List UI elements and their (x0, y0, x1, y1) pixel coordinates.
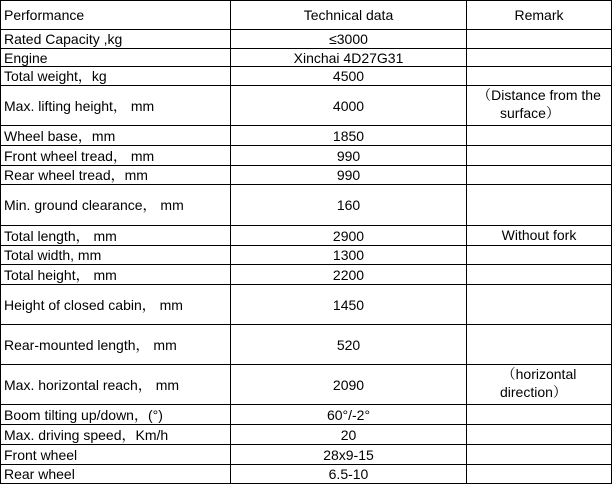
header-row (1, 1, 612, 30)
technical-cell: 60°/-2° (231, 405, 467, 425)
technical-cell: Xinchai 4D27G31 (231, 49, 467, 67)
technical-cell: 2200 (231, 265, 467, 285)
table-row (1, 325, 612, 365)
header-performance: Performance (1, 1, 231, 30)
table-row (1, 465, 612, 484)
remark-cell (467, 185, 612, 226)
technical-cell: 990 (231, 146, 467, 166)
table-row (1, 67, 612, 86)
remark-cell (467, 365, 612, 405)
performance-cell: Front wheel (1, 445, 231, 465)
remark-cell (467, 226, 612, 246)
remark-cell (467, 325, 612, 365)
table-row (1, 166, 612, 185)
performance-cell: Total width, mm (1, 246, 231, 265)
remark-cell (467, 146, 612, 166)
table-row (1, 265, 612, 285)
table-row (1, 445, 612, 465)
remark-cell (467, 86, 612, 126)
technical-cell: 4500 (231, 67, 467, 86)
table-row (1, 246, 612, 265)
performance-cell: Max. lifting height， mm (1, 86, 231, 126)
remark-cell (467, 30, 612, 49)
technical-cell: 990 (231, 166, 467, 185)
performance-cell: Total weight，kg (1, 67, 231, 86)
technical-cell: ≤3000 (231, 30, 467, 49)
performance-cell: Total height， mm (1, 265, 231, 285)
remark-cell (467, 285, 612, 325)
remark-cell (467, 126, 612, 146)
technical-cell: 1300 (231, 246, 467, 265)
performance-cell: Height of closed cabin， mm (1, 285, 231, 325)
table-row (1, 30, 612, 49)
technical-cell: 6.5-10 (231, 465, 467, 484)
remark-line: surface） (500, 105, 560, 121)
remark-cell (467, 465, 612, 484)
remark-cell (467, 405, 612, 425)
table-row (1, 146, 612, 166)
technical-cell: 1450 (231, 285, 467, 325)
performance-cell: Engine (1, 49, 231, 67)
technical-cell: 160 (231, 185, 467, 226)
performance-cell: Rear wheel (1, 465, 231, 484)
table-row (1, 126, 612, 146)
remark-cell (467, 67, 612, 86)
performance-cell: Rear wheel tread，mm (1, 166, 231, 185)
remark-cell (467, 246, 612, 265)
performance-cell: Front wheel tread， mm (1, 146, 231, 166)
remark-cell (467, 49, 612, 67)
performance-cell: Rated Capacity ,kg (1, 30, 231, 49)
technical-cell: 2090 (231, 365, 467, 405)
table-row (1, 285, 612, 325)
performance-cell: Min. ground clearance， mm (1, 185, 231, 226)
remark-cell (467, 425, 612, 445)
table-row (1, 185, 612, 226)
remark-line: direction） (500, 384, 567, 400)
table-row (1, 405, 612, 425)
technical-cell: 1850 (231, 126, 467, 146)
performance-cell: Max. driving speed，Km/h (1, 425, 231, 445)
technical-cell: 2900 (231, 226, 467, 246)
performance-cell: Total length， mm (1, 226, 231, 246)
table-row (1, 425, 612, 445)
remark-cell (467, 265, 612, 285)
header-technical-data: Technical data (231, 1, 467, 30)
table-row (1, 226, 612, 246)
technical-cell: 520 (231, 325, 467, 365)
technical-cell: 4000 (231, 86, 467, 126)
performance-cell: Rear-mounted length， mm (1, 325, 231, 365)
performance-cell: Boom tilting up/down，(°) (1, 405, 231, 425)
header-remark: Remark (467, 1, 612, 30)
remark-line: （Distance from the (477, 87, 601, 103)
technical-cell: 20 (231, 425, 467, 445)
remark-cell (467, 166, 612, 185)
technical-cell: 28x9-15 (231, 445, 467, 465)
performance-cell: Max. horizontal reach， mm (1, 365, 231, 405)
remark-cell (467, 445, 612, 465)
remark-line: Without fork (501, 227, 577, 243)
table-row (1, 49, 612, 67)
remark-line: （horizontal (501, 366, 577, 382)
performance-cell: Wheel base，mm (1, 126, 231, 146)
table-row (1, 365, 612, 405)
table-row (1, 86, 612, 126)
